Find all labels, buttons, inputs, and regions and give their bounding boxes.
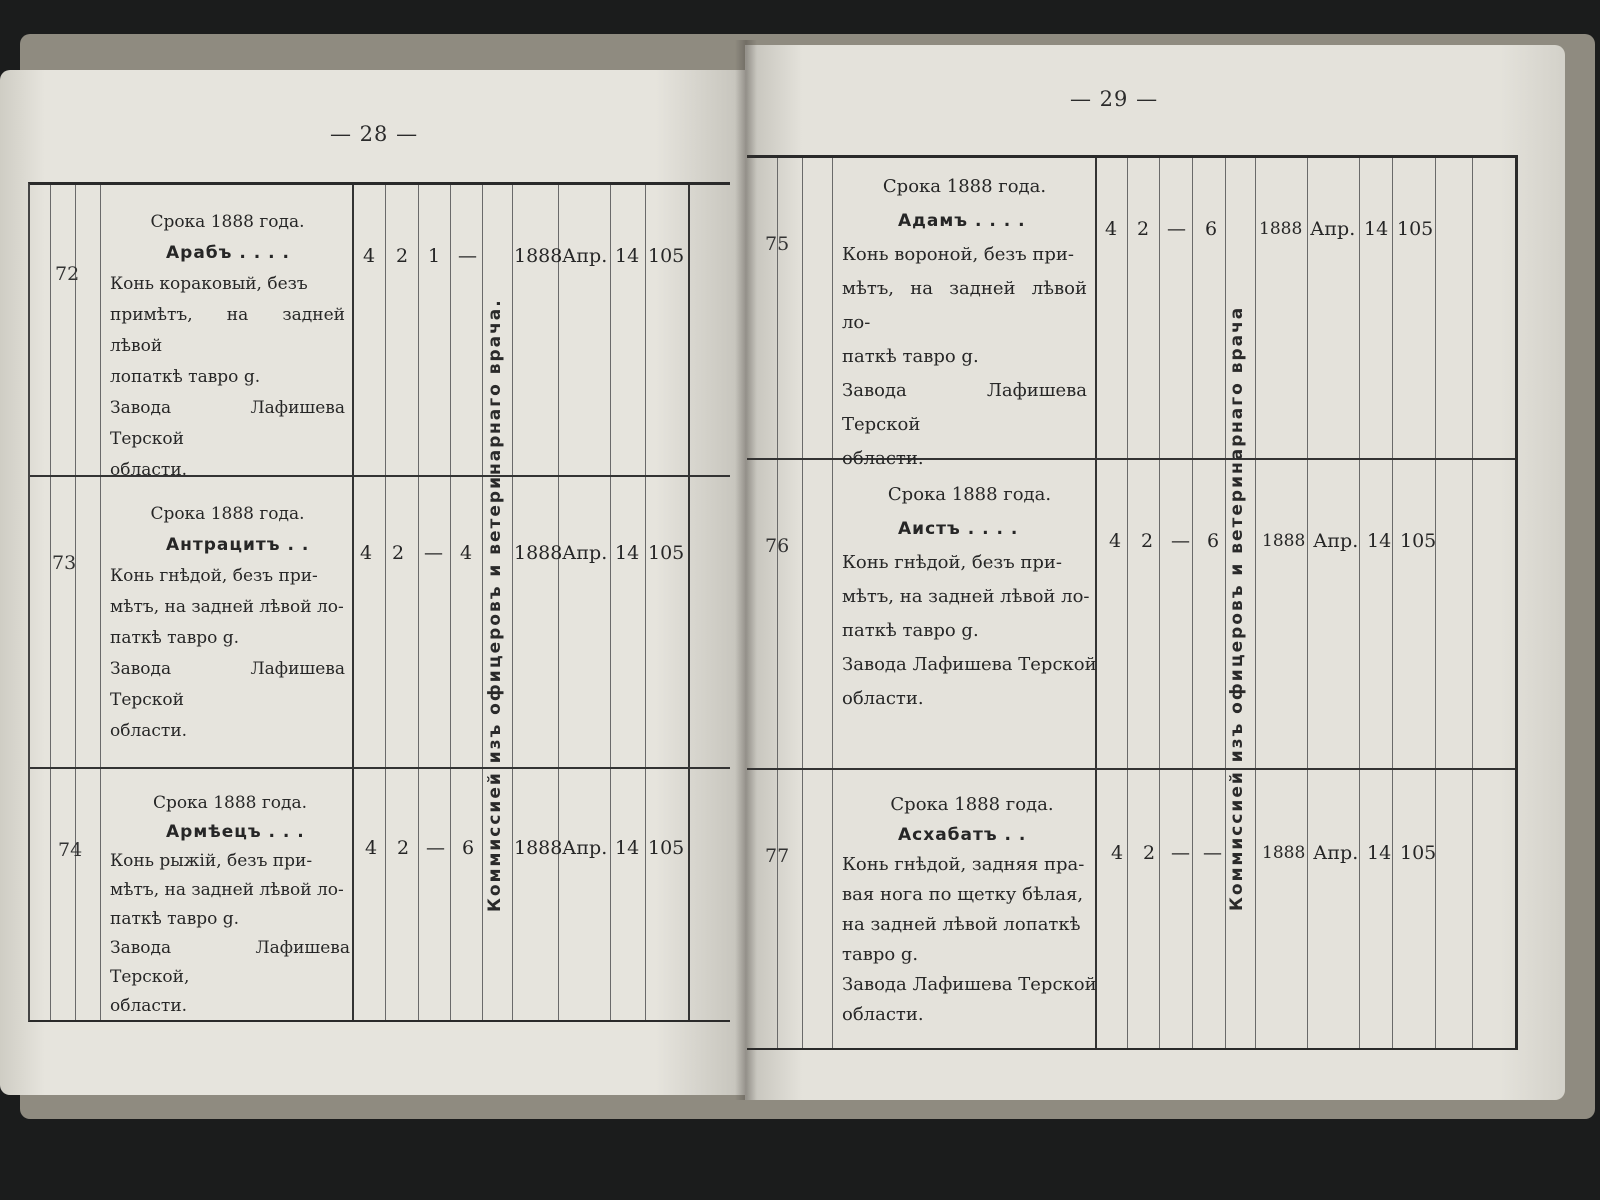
term-line: Срока 1888 года. — [150, 504, 305, 524]
month-value: Апр. — [1313, 842, 1359, 864]
stud-line: Завода Лафишева Терской — [842, 974, 1097, 995]
horse-name: Армѣецъ . . . — [166, 822, 305, 842]
description-line: Конь вороной, безъ при- — [842, 244, 1074, 265]
reference-value: 105 — [1400, 842, 1437, 864]
age-value: 4 — [1111, 842, 1124, 864]
day-value: 14 — [615, 837, 640, 859]
height-arshin: 2 — [1137, 218, 1150, 240]
height-vershok: — — [426, 837, 445, 859]
height-vershok: — — [1171, 842, 1190, 864]
age-value: 4 — [365, 837, 378, 859]
description-line: паткѣ тавро g. — [110, 909, 240, 929]
height-vershok: — — [1167, 218, 1186, 240]
description-line: паткѣ тавро g. — [110, 628, 240, 648]
description-line: вая нога по щетку бѣлая, — [842, 884, 1084, 905]
reference-value: 105 — [648, 837, 685, 859]
description-line: Конь гнѣдой, безъ при- — [842, 552, 1063, 573]
reference-value: 105 — [648, 542, 685, 564]
year-value: 1888 — [514, 837, 563, 859]
book-gutter — [735, 40, 757, 1100]
height-arshin: 2 — [392, 542, 405, 564]
description-line: мѣтъ, на задней лѣвой ло- — [842, 586, 1090, 607]
ledger-table — [28, 182, 730, 1022]
stud-line: области. — [110, 721, 188, 741]
right-page — [745, 45, 1565, 1100]
term-line: Срока 1888 года. — [150, 212, 305, 232]
stud-line: Завода Лафишева Терской, — [110, 938, 350, 987]
year-value: 1888 — [1262, 843, 1306, 863]
ledger-entry — [747, 158, 1515, 469]
term-line: Срока 1888 года. — [882, 176, 1047, 197]
description-line: тавро g. — [842, 944, 919, 965]
month-value: Апр. — [562, 542, 608, 564]
ledger-entry — [30, 769, 730, 1019]
height-arshin: 2 — [1141, 530, 1154, 552]
term-line: Срока 1888 года. — [152, 793, 308, 813]
term-line: Срока 1888 года. — [890, 794, 1054, 815]
height-fraction: 6 — [1205, 218, 1218, 240]
entry-description — [842, 790, 1102, 1030]
entry-number: 75 — [765, 233, 790, 255]
entry-description — [842, 170, 1087, 476]
entry-number: 72 — [55, 263, 80, 285]
month-value: Апр. — [1310, 218, 1356, 240]
reference-value: 105 — [1397, 218, 1434, 240]
ledger-entry — [747, 770, 1515, 1048]
day-value: 14 — [1367, 842, 1392, 864]
vertical-note: Коммиссией изъ офицеровъ и ветеринарнаго врача — [1227, 305, 1247, 911]
year-value: 1888 — [1262, 531, 1306, 551]
entry-number: 73 — [52, 552, 77, 574]
year-value: 1888 — [514, 245, 563, 267]
horse-name: Антрацитъ . . — [166, 535, 310, 555]
height-arshin: 2 — [396, 245, 409, 267]
height-fraction: 6 — [462, 837, 475, 859]
description-line: лопаткѣ тавро g. — [110, 367, 261, 387]
ledger-table — [747, 155, 1518, 1050]
height-arshin: 2 — [1143, 842, 1156, 864]
description-line: на задней лѣвой лопаткѣ — [842, 914, 1081, 935]
height-vershok: 1 — [428, 245, 441, 267]
description-line: Конь гнѣдой, безъ при- — [110, 566, 318, 586]
stud-line: области. — [842, 1004, 924, 1025]
day-value: 14 — [1367, 530, 1392, 552]
reference-value: 105 — [1400, 530, 1437, 552]
horse-name: Адамъ . . . . — [898, 211, 1026, 231]
stud-line: Завода Лафишева Терской — [842, 380, 1087, 435]
entry-description — [110, 499, 345, 747]
entry-description — [110, 789, 350, 1021]
height-arshin: 2 — [397, 837, 410, 859]
reference-value: 105 — [648, 245, 685, 267]
entry-number: 74 — [58, 839, 83, 861]
year-value: 1888 — [1259, 219, 1303, 239]
description-line: паткѣ тавро g. — [842, 346, 979, 367]
page-number: — 29 — — [1070, 87, 1159, 111]
horse-name: Арабъ . . . . — [166, 243, 290, 263]
height-fraction: — — [458, 245, 477, 267]
stud-line: области. — [110, 460, 188, 480]
vertical-note: Коммиссией изъ офицеровъ и ветеринарнаго врача. — [485, 298, 505, 912]
description-line: мѣтъ, на задней лѣвой ло- — [842, 278, 1087, 333]
height-fraction: — — [1203, 842, 1222, 864]
ledger-entry — [30, 477, 730, 767]
term-line: Срока 1888 года. — [887, 484, 1052, 505]
horse-name: Асхабатъ . . — [898, 825, 1027, 845]
month-value: Апр. — [1313, 530, 1359, 552]
month-value: Апр. — [562, 837, 608, 859]
height-vershok: — — [1171, 530, 1190, 552]
stud-line: Завода Лафишева Терской — [110, 659, 345, 710]
ledger-entry — [30, 185, 730, 480]
description-line: мѣтъ, на задней лѣвой ло- — [110, 880, 344, 900]
description-line: мѣтъ, на задней лѣвой ло- — [110, 597, 344, 617]
description-line: Конь рыжій, безъ при- — [110, 851, 313, 871]
stud-line: Завода Лафишева Терской — [842, 654, 1097, 675]
day-value: 14 — [1364, 218, 1389, 240]
year-value: 1888 — [514, 542, 563, 564]
horse-name: Аистъ . . . . — [898, 519, 1019, 539]
stud-line: области. — [842, 448, 924, 469]
entry-description — [842, 478, 1097, 716]
age-value: 4 — [360, 542, 373, 564]
height-vershok: — — [424, 542, 443, 564]
stud-line: области. — [842, 688, 924, 709]
entry-description — [110, 207, 345, 486]
height-fraction: 6 — [1207, 530, 1220, 552]
age-value: 4 — [363, 245, 376, 267]
day-value: 14 — [615, 245, 640, 267]
height-fraction: 4 — [460, 542, 473, 564]
ledger-entry — [747, 460, 1515, 768]
description-line: Конь гнѣдой, задняя пра- — [842, 854, 1085, 875]
left-page — [0, 70, 745, 1095]
description-line: паткѣ тавро g. — [842, 620, 979, 641]
stud-line: Завода Лафишева Терской — [110, 398, 345, 449]
month-value: Апр. — [562, 245, 608, 267]
description-line: Конь кораковый, безъ — [110, 274, 308, 294]
age-value: 4 — [1105, 218, 1118, 240]
age-value: 4 — [1109, 530, 1122, 552]
page-number: — 28 — — [330, 122, 419, 146]
stud-line: области. — [110, 996, 188, 1016]
entry-number: 77 — [765, 845, 790, 867]
description-line: примѣтъ, на задней лѣвой — [110, 305, 345, 356]
day-value: 14 — [615, 542, 640, 564]
entry-number: 76 — [765, 535, 790, 557]
